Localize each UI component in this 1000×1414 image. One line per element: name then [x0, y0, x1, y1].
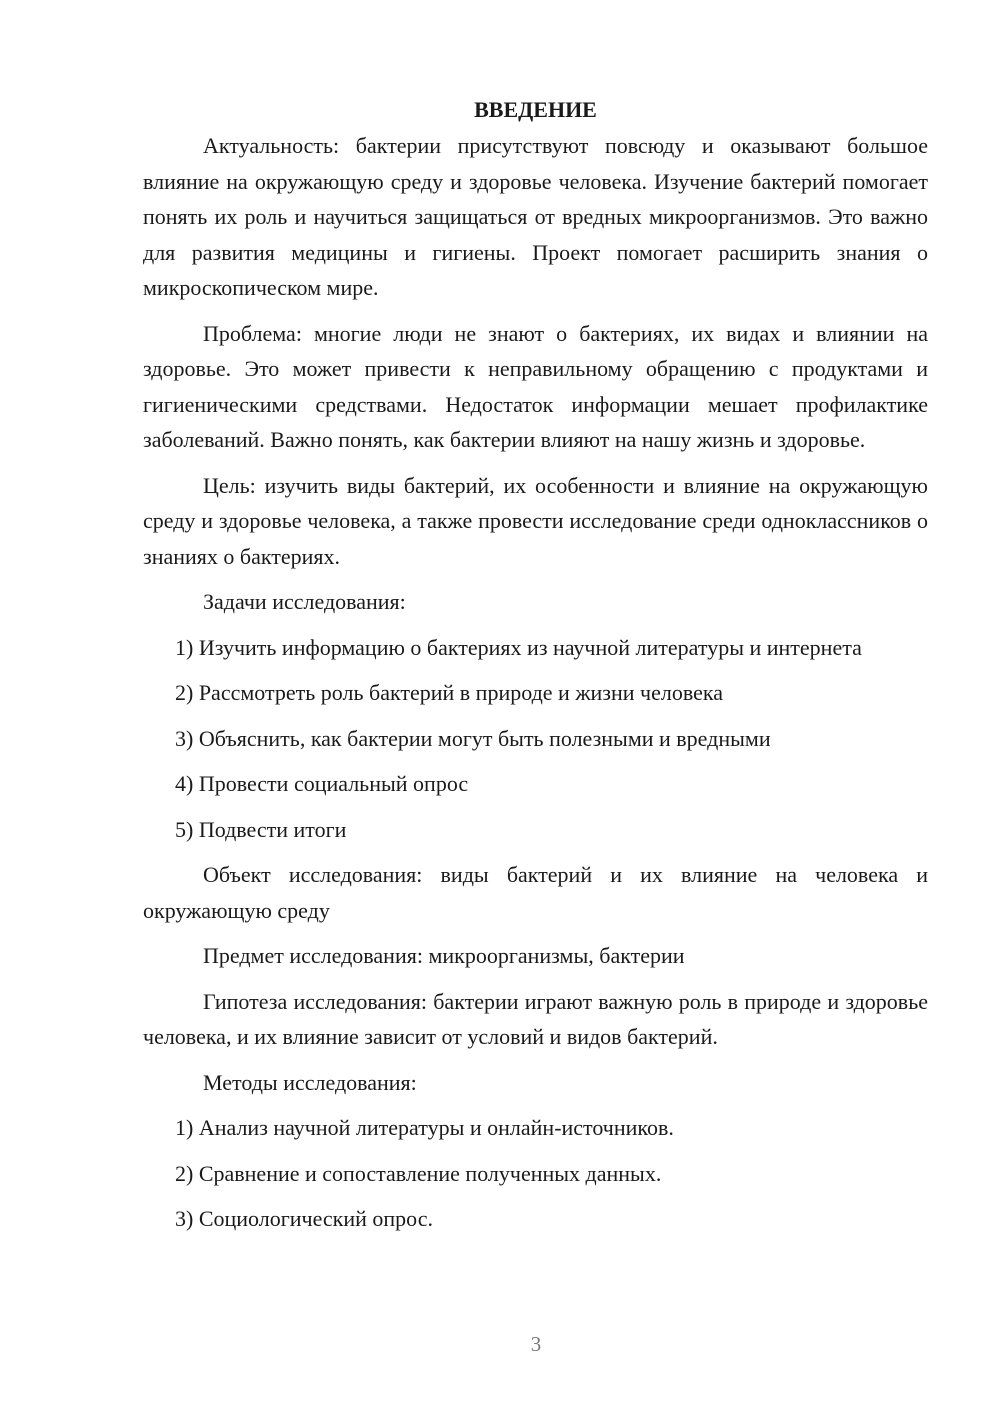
tasks-heading: Задачи исследования:: [203, 589, 406, 614]
task-item-4: 4) Провести социальный опрос: [175, 771, 469, 796]
page-number: 3: [530, 1332, 542, 1356]
task-item-2: 2) Рассмотреть роль бактерий в природе и жизни человека: [175, 680, 723, 705]
paragraph-problem: Проблема: многие люди не знают о бактериях, их видах и влиянии на здоровье. Это может привести к неправильному обращению с продуктами и гигиеническими средствами. Недостаток информации мешает профилактике заболеваний. Важно понять, как бактерии влияют на нашу жизнь и здоровье.: [143, 320, 928, 452]
paragraph-object: Объект исследования: виды бактерий и их влияние на человека и окружающую среду: [143, 862, 928, 923]
methods-heading: Методы исследования:: [203, 1069, 417, 1095]
method-item-1: 1) Анализ научной литературы и онлайн-источников.: [175, 1115, 674, 1140]
paragraph-subject: Предмет исследования: микроорганизмы, бактерии: [203, 943, 685, 968]
task-item-3: 3) Объяснить, как бактерии могут быть полезными и вредными: [175, 725, 771, 751]
task-item-5: 5) Подвести итоги: [175, 816, 347, 842]
section-title: ВВЕДЕНИЕ: [474, 97, 597, 122]
paragraph-hypothesis: Гипотеза исследования: бактерии играют важную роль в природе и здоровье человека, и их влияние зависит от условий и видов бактерий.: [143, 988, 928, 1049]
method-item-3: 3) Социологический опрос.: [175, 1206, 433, 1231]
task-item-1: 1) Изучить информацию о бактериях из научной литературы и интернета: [175, 634, 862, 660]
method-item-2: 2) Сравнение и сопоставление полученных данных.: [175, 1160, 662, 1186]
paragraph-relevance: Актуальность: бактерии присутствуют повсюду и оказывают большое влияние на окружающую среду и здоровье человека. Изучение бактерий помогает понять их роль и научиться защищаться от вредных микроорганизмов. Это важно для развития медицины и гигиены. Проект помогает расширить знания о микроскопическом мире.: [143, 133, 928, 300]
paragraph-goal: Цель: изучить виды бактерий, их особенности и влияние на окружающую среду и здоровье человека, а также провести исследование среди одноклассников о знаниях о бактериях.: [143, 472, 928, 569]
page-content: [143, 92, 928, 1247]
